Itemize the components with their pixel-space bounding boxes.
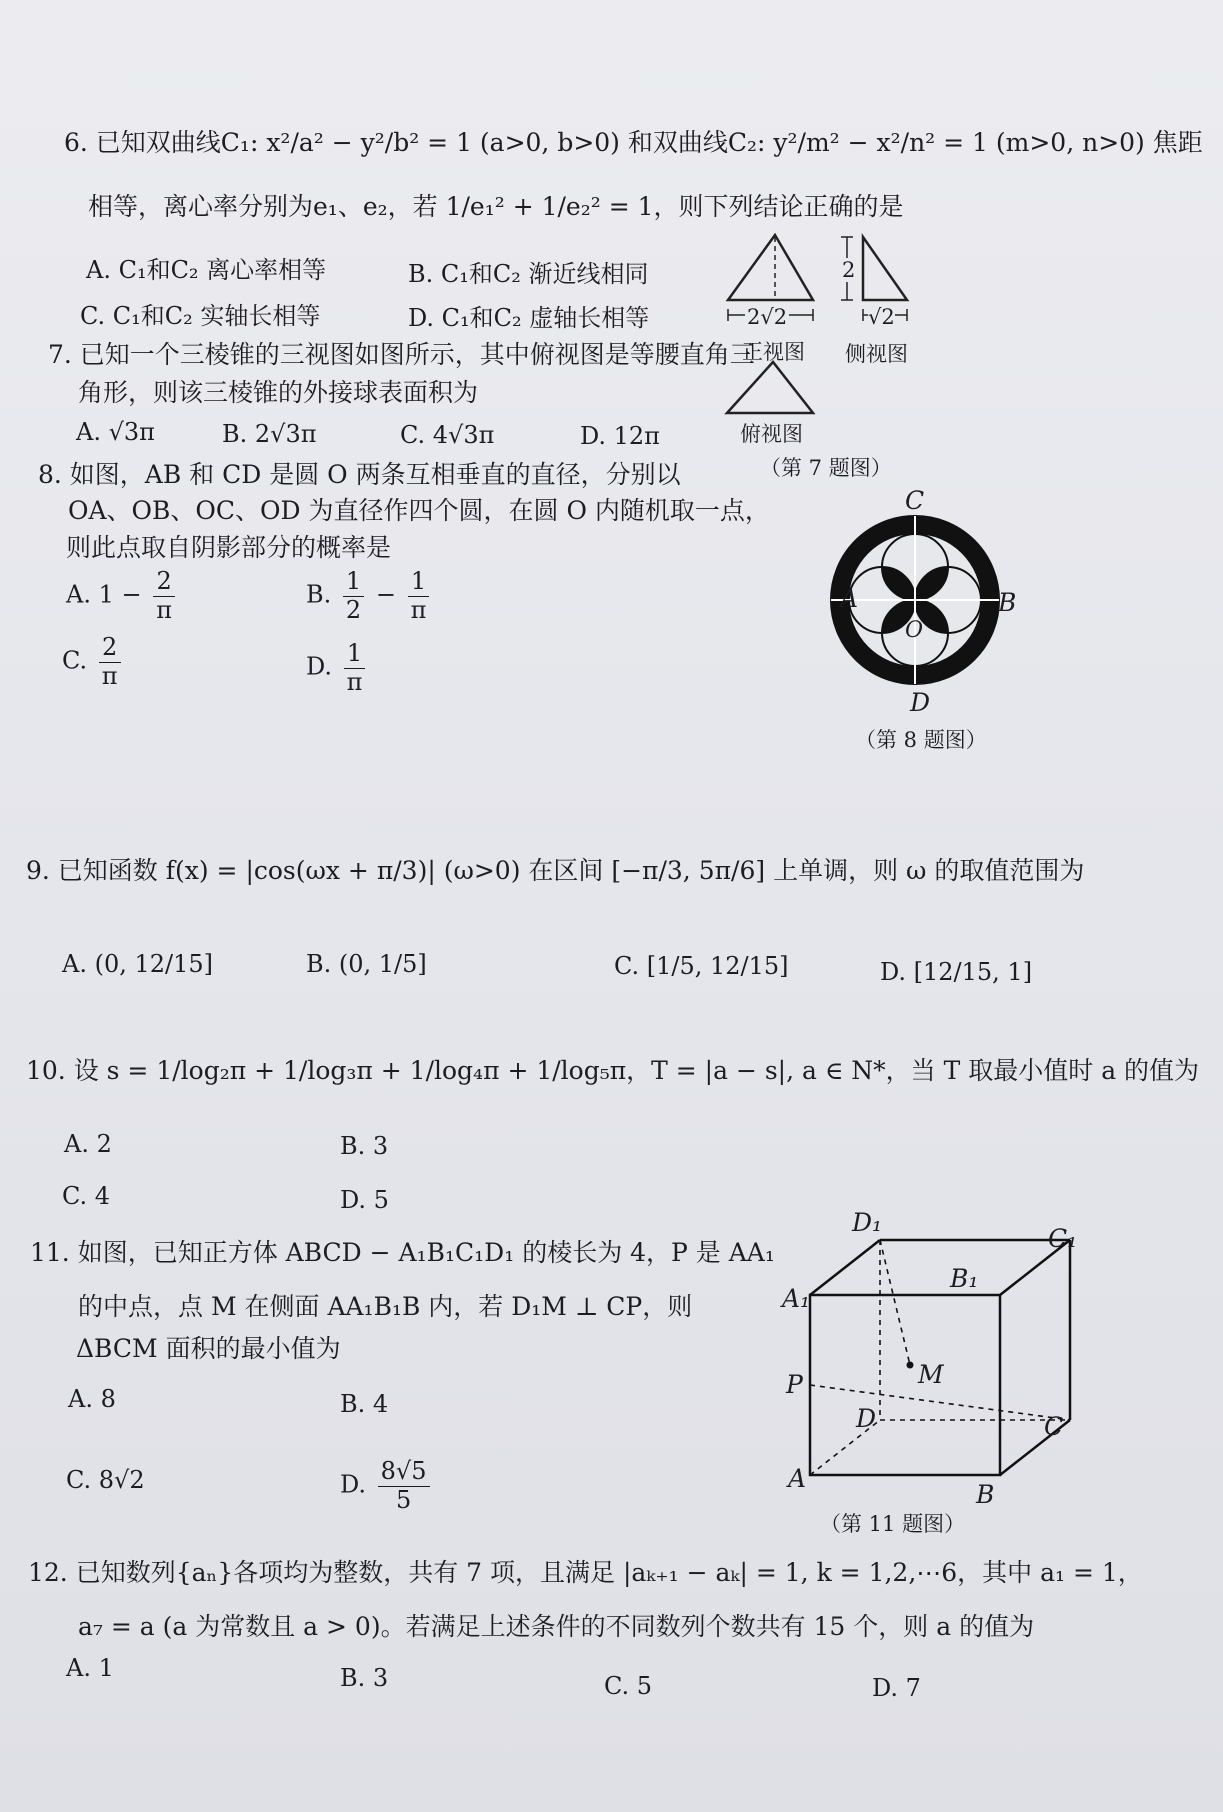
q11-option-d-prefix: D.	[340, 1470, 367, 1499]
q8-option-c-prefix: C.	[62, 646, 88, 675]
q8-option-b-fraction-1	[343, 568, 364, 624]
q9-option-a: A. (0, 12/15]	[62, 950, 214, 978]
q8-stem-line3: 则此点取自阴影部分的概率是	[66, 533, 392, 562]
q8-option-a-denominator: π	[156, 595, 173, 624]
q8-label-b: B	[998, 588, 1017, 617]
q8-option-b-num1: 1	[343, 568, 364, 597]
q8-label-o: O	[905, 618, 924, 643]
q10-option-a: A. 2	[64, 1130, 112, 1158]
q12-option-a: A. 1	[66, 1654, 114, 1682]
q7-option-b: B. 2√3π	[222, 420, 317, 448]
q6-option-a: A. C₁和C₂ 离心率相等	[86, 256, 327, 284]
q7-option-c: C. 4√3π	[400, 421, 495, 449]
q7-top-view-label: 俯视图	[740, 422, 803, 446]
q8-option-c-denominator: π	[101, 661, 118, 690]
q12-option-b: B. 3	[340, 1664, 389, 1692]
q12-option-d: D. 7	[872, 1674, 921, 1702]
q8-option-c	[62, 634, 125, 690]
q10-option-b: B. 3	[340, 1132, 389, 1160]
q8-option-b-minus: −	[375, 580, 396, 609]
q10-stem: 10. 设 s = 1/log₂π + 1/log₃π + 1/log₄π + 1/log₅π，T = |a − s|, a ∈ N*，当 T 取最小值时 a 的值为	[26, 1056, 1200, 1085]
q12-option-c: C. 5	[604, 1672, 653, 1700]
q6-option-c: C. C₁和C₂ 实轴长相等	[80, 302, 321, 330]
q7-stem-line1: 7. 已知一个三棱锥的三视图如图所示，其中俯视图是等腰直角三	[48, 340, 755, 369]
q11-option-a: A. 8	[68, 1385, 116, 1413]
q8-option-b-prefix: B.	[306, 580, 332, 609]
q8-option-b-den1: 2	[345, 595, 362, 624]
q8-option-b-num2: 1	[408, 568, 430, 597]
q7-side-view	[863, 237, 907, 300]
q11-stem-line1: 11. 如图，已知正方体 ABCD − A₁B₁C₁D₁ 的棱长为 4，P 是 AA₁	[30, 1238, 775, 1267]
q6-stem-line1: 6. 已知双曲线C₁: x²/a² − y²/b² = 1 (a>0, b>0) 和双曲线C₂: y²/m² − x²/n² = 1 (m>0, n>0) 焦距	[64, 128, 1203, 157]
q11-label-a: A	[788, 1464, 807, 1493]
q8-label-c: C	[905, 486, 925, 515]
q8-option-b-den2: π	[410, 595, 427, 624]
q8-stem-line2: OA、OB、OC、OD 为直径作四个圆，在圆 O 内随机取一点，	[68, 496, 770, 525]
q11-label-d1: D₁	[852, 1208, 883, 1237]
q9-option-c: C. [1/5, 12/15]	[614, 952, 789, 980]
q7-front-dim: 2√2	[747, 305, 788, 329]
q7-front-view	[728, 235, 813, 300]
q11-stem-line3: ΔBCM 面积的最小值为	[76, 1334, 341, 1363]
q8-option-b	[306, 568, 433, 624]
q11-stem-line2: 的中点，点 M 在侧面 AA₁B₁B 内，若 D₁M ⊥ CP，则	[78, 1292, 693, 1321]
q9-stem: 9. 已知函数 f(x) = |cos(ωx + π/3)| (ω>0) 在区间 [−π/3, 5π/6] 上单调，则 ω 的取值范围为	[26, 856, 1085, 885]
q8-option-a-numerator: 2	[153, 568, 175, 597]
q11-label-m: M	[918, 1360, 944, 1389]
q11-option-d-fraction	[378, 1458, 430, 1514]
q6-option-d: D. C₁和C₂ 虚轴长相等	[408, 304, 650, 332]
q11-option-d	[340, 1458, 434, 1514]
q8-figure-caption: （第 8 题图）	[855, 728, 987, 752]
q8-option-d-fraction	[344, 640, 366, 696]
q11-option-b: B. 4	[340, 1390, 389, 1418]
q7-front-view-label: 正视图	[742, 340, 805, 364]
q10-option-d: D. 5	[340, 1186, 389, 1214]
q8-label-a: A	[840, 584, 859, 613]
q7-stem-line2: 角形，则该三棱锥的外接球表面积为	[78, 378, 479, 407]
q9-option-b: B. (0, 1/5]	[306, 950, 427, 978]
q11-option-c: C. 8√2	[66, 1466, 145, 1494]
q6-stem-line2: 相等，离心率分别为e₁、e₂，若 1/e₁² + 1/e₂² = 1，则下列结论正确的是	[88, 192, 904, 221]
q11-label-b1: B₁	[950, 1264, 979, 1293]
q8-option-a-fraction	[153, 568, 175, 624]
q8-option-c-fraction	[99, 634, 121, 690]
q8-option-a-prefix: A. 1 −	[66, 580, 142, 609]
q11-label-c1: C₁	[1048, 1224, 1078, 1253]
q12-stem-line2: a₇ = a (a 为常数且 a > 0)。若满足上述条件的不同数列个数共有 15 个，则 a 的值为	[78, 1612, 1035, 1641]
q7-side-width-dim: √2	[868, 305, 895, 329]
q8-option-d-numerator: 1	[344, 640, 366, 669]
q8-stem-line1: 8. 如图，AB 和 CD 是圆 O 两条互相垂直的直径，分别以	[38, 460, 681, 489]
q8-option-d	[306, 640, 369, 696]
q9-option-d: D. [12/15, 1]	[880, 958, 1033, 986]
q8-option-a	[66, 568, 179, 624]
q7-option-a: A. √3π	[76, 418, 155, 446]
q7-side-height-dim: 2	[842, 258, 856, 282]
q8-option-d-denominator: π	[346, 667, 363, 696]
q11-label-d: D	[856, 1404, 877, 1433]
q10-option-c: C. 4	[62, 1182, 111, 1210]
q7-side-view-label: 侧视图	[845, 342, 908, 366]
q11-label-p: P	[786, 1370, 803, 1399]
q8-option-c-numerator: 2	[99, 634, 121, 663]
q11-label-b: B	[976, 1480, 995, 1509]
q11-option-d-numerator: 8√5	[378, 1458, 430, 1487]
q6-option-b: B. C₁和C₂ 渐近线相同	[408, 260, 649, 288]
q11-label-a1: A₁	[782, 1284, 811, 1313]
q11-option-d-denominator: 5	[395, 1485, 412, 1514]
q7-top-view	[727, 362, 813, 413]
q8-option-d-prefix: D.	[306, 652, 333, 681]
q11-figure-caption: （第 11 题图）	[820, 1512, 966, 1536]
q7-option-d: D. 12π	[580, 422, 660, 450]
q8-label-d: D	[910, 688, 931, 717]
q7-figure-caption: （第 7 题图）	[760, 456, 892, 480]
q8-option-b-fraction-2	[408, 568, 430, 624]
q11-label-c: C	[1044, 1412, 1064, 1441]
q12-stem-line1: 12. 已知数列{aₙ}各项均为整数，共有 7 项，且满足 |aₖ₊₁ − aₖ| = 1, k = 1,2,⋯6，其中 a₁ = 1，	[28, 1558, 1143, 1587]
